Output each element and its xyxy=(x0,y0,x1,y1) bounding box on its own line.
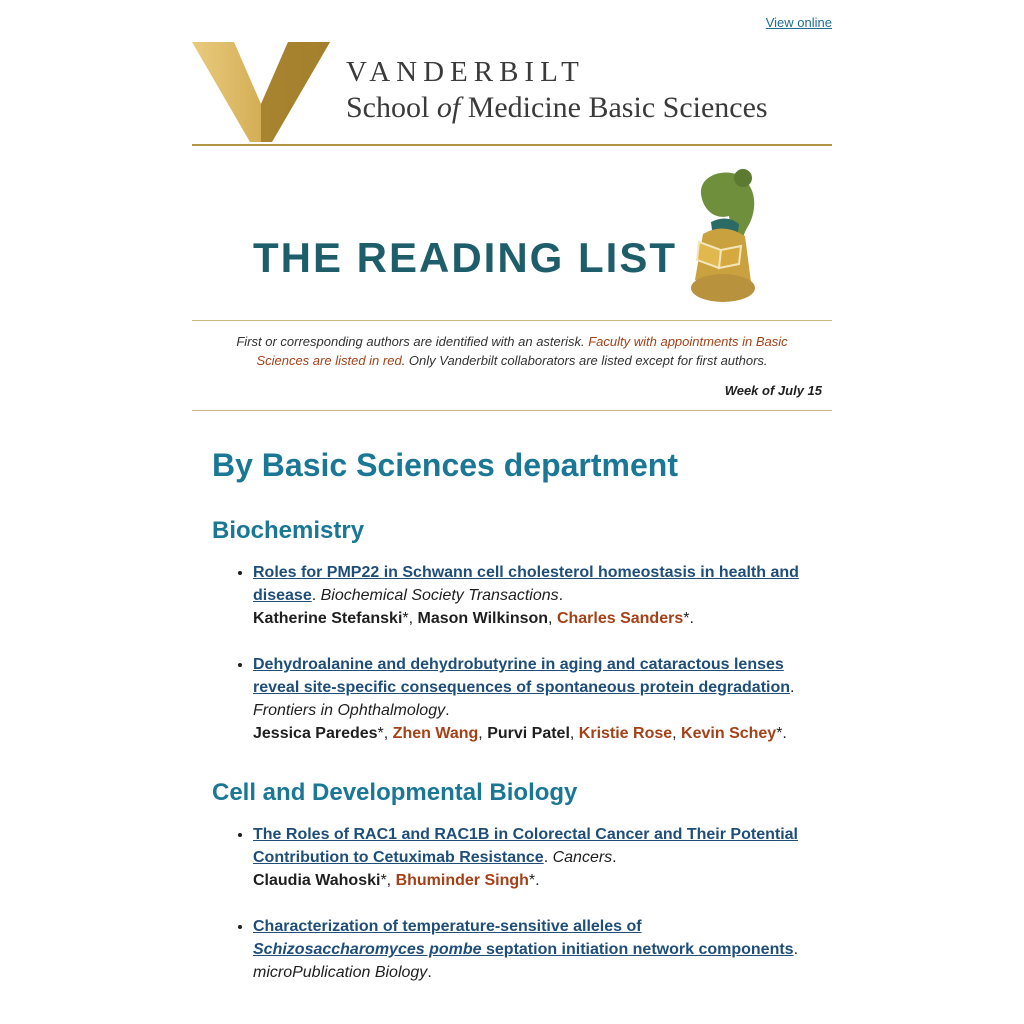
departments-container xyxy=(212,517,812,984)
author-separator: *, xyxy=(377,725,393,743)
author-name: Claudia Wahoski xyxy=(253,872,381,890)
view-online-row xyxy=(192,14,832,36)
punctuation: . xyxy=(558,587,564,605)
vanderbilt-v-logo-icon xyxy=(192,42,330,142)
journal-name: Cancers xyxy=(552,849,613,867)
author-list xyxy=(253,610,694,627)
paper-title-link[interactable] xyxy=(253,826,798,866)
punctuation: . xyxy=(427,963,432,981)
wordmark-line2-post: Medicine Basic Sciences xyxy=(460,91,768,124)
faculty-author-name: Charles Sanders xyxy=(556,610,684,628)
brand-wordmark xyxy=(346,42,768,124)
journal-name: Frontiers in Ophthalmology xyxy=(253,702,446,720)
paper-title-segment: Schizosaccharomyces pombe xyxy=(253,940,482,958)
faculty-author-name: Bhuminder Singh xyxy=(395,872,529,890)
faculty-author-name: Kevin Schey xyxy=(681,725,777,743)
author-separator: *. xyxy=(528,872,540,890)
section-title: By Basic Sciences department xyxy=(212,446,678,483)
paper-item xyxy=(253,653,812,746)
paper-title-link[interactable] xyxy=(253,656,790,696)
reading-list-title: THE READING LIST xyxy=(252,234,677,281)
author-name: Jessica Paredes xyxy=(253,725,378,743)
author-separator: , xyxy=(478,725,488,743)
paper-title-segment: Characterization of temperature-sensitive alleles of xyxy=(253,917,642,935)
paper-title-segment: Roles for PMP22 in Schwann cell cholesterol homeostasis in health and disease xyxy=(253,564,799,605)
journal-name: Biochemical Society Transactions xyxy=(320,587,559,605)
paper-title-segment: septation initiation network components xyxy=(481,940,794,958)
paper-title-link[interactable] xyxy=(253,918,794,958)
author-separator: *. xyxy=(683,610,694,628)
wordmark-line2-of: of xyxy=(436,91,461,124)
author-list xyxy=(253,725,787,742)
week-of-label: Week of July 15 xyxy=(724,382,822,398)
main-body xyxy=(192,447,832,984)
paper-list xyxy=(212,823,812,984)
department-heading: Biochemistry xyxy=(212,517,365,545)
author-name: Mason Wilkinson xyxy=(417,610,549,628)
journal-name: microPublication Biology xyxy=(253,963,428,981)
author-name: Katherine Stefanski xyxy=(253,610,403,628)
paper-item xyxy=(253,823,812,893)
paper-list xyxy=(212,561,812,745)
paper-item xyxy=(253,561,812,631)
punctuation: . xyxy=(612,849,617,867)
notice-plain1: First or corresponding authors are identified with an asterisk. xyxy=(236,334,589,349)
header-gold-rule xyxy=(192,144,832,146)
author-separator: , xyxy=(569,725,579,743)
faculty-author-name: Kristie Rose xyxy=(578,725,673,743)
view-online-link[interactable]: View online xyxy=(765,15,832,30)
email-content xyxy=(192,0,832,984)
author-list xyxy=(253,872,540,889)
notice-text xyxy=(222,333,802,371)
wordmark-line2-pre: School xyxy=(346,91,437,124)
punctuation: . xyxy=(311,587,321,605)
author-separator: *, xyxy=(380,872,396,890)
author-separator: *, xyxy=(402,610,418,628)
punctuation: . xyxy=(790,678,795,696)
notice-block xyxy=(192,320,832,411)
brand-header xyxy=(192,42,832,142)
author-separator: , xyxy=(548,610,557,628)
department-heading: Cell and Developmental Biology xyxy=(212,779,578,807)
punctuation: . xyxy=(445,702,450,720)
author-separator: *. xyxy=(776,725,787,743)
wordmark-line2 xyxy=(346,92,768,124)
author-separator: , xyxy=(672,725,682,743)
person-reading-icon xyxy=(671,164,771,314)
faculty-author-name: Zhen Wang xyxy=(392,725,479,743)
paper-title-segment: The Roles of RAC1 and RAC1B in Colorectal Cancer and Their Potential Contribution to Cetuximab Resistance xyxy=(253,825,798,867)
notice-red-text: Faculty with appointments in Basic Sciences are listed in red xyxy=(256,334,788,368)
author-name: Purvi Patel xyxy=(487,725,570,743)
punctuation: . xyxy=(543,849,553,867)
notice-plain2: . Only Vanderbilt collaborators are listed except for first authors. xyxy=(401,352,768,368)
masthead xyxy=(192,164,832,314)
paper-title-segment: Dehydroalanine and dehydrobutyrine in aging and cataractous lenses reveal site-specific consequences of spontaneous protein degradation xyxy=(253,655,791,696)
paper-item xyxy=(253,915,812,985)
punctuation: . xyxy=(793,940,799,958)
wordmark-line1: VANDERBILT xyxy=(346,56,585,88)
